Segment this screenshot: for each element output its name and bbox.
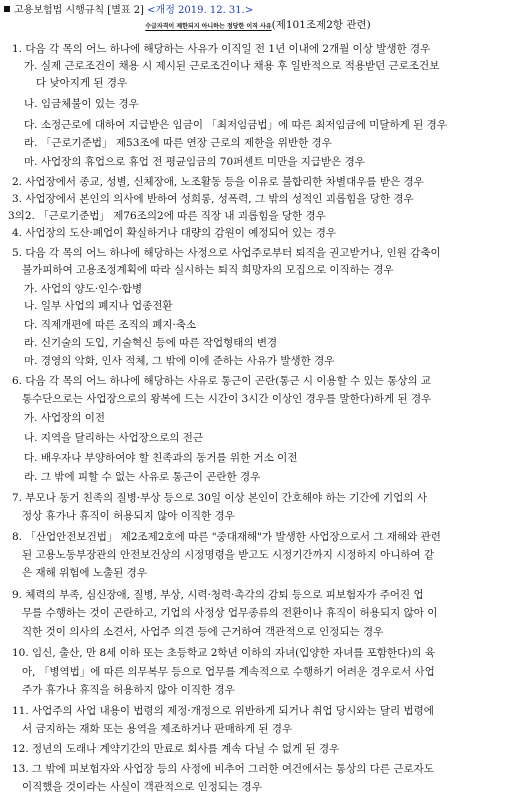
- text-line: 주가 휴가나 휴직을 허용하지 않아 이직한 경우: [22, 684, 235, 696]
- text-line: 가. 사업장의 이전: [24, 412, 106, 424]
- text-line: 13. 그 밖에 피보험자와 사업장 등의 사정에 비추어 그러한 여건에서는 통상의 다른 근로자도: [12, 763, 434, 775]
- text-line: 3의2. 「근로기준법」 제76조의2에 따른 직장 내 괴롭힘을 당한 경우: [8, 210, 326, 222]
- text-line: 서 금지하는 재화 또는 용역을 제조하거나 판매하게 된 경우: [22, 723, 293, 735]
- text-line: 된 고용노동부장관의 안전보건상의 시정명령을 받고도 시정기간까지 시정하지 아니하여 같: [22, 549, 435, 561]
- text-line: 통수단으로는 사업장으로의 왕복에 드는 시간이 3시간 이상인 경우를 말한다)하게 된 경우: [22, 393, 432, 405]
- text-line: 나. 일부 사업의 폐지나 업종전환: [24, 300, 173, 312]
- document-header: [4, 4, 253, 18]
- text-line: 직한 것이 의사의 소견서, 사업주 의견 등에 근거하여 객관적으로 인정되는 경우: [22, 626, 384, 638]
- text-line: 라. 신기술의 도입, 기술혁신 등에 따른 작업형태의 변경: [24, 337, 278, 349]
- text-line: 마. 사업장의 휴업으로 휴업 전 평균임금의 70퍼센트 미만을 지급받은 경우: [24, 156, 365, 168]
- text-line: 10. 임신, 출산, 만 8세 이하 또는 초등학교 2학년 이하의 자녀(입양한 자녀를 포함한다)의 육: [12, 647, 436, 659]
- text-line: 은 재해 위험에 노출된 경우: [22, 567, 147, 579]
- revision-date: <개정 2019. 12. 31.>: [147, 5, 254, 16]
- text-line: 12. 정년의 도래나 계약기간의 만료로 회사를 계속 다닐 수 없게 된 경우: [12, 743, 340, 755]
- text-line: 다. 소정근로에 대하여 지급받은 임금이 「최저임금법」에 따른 최저임금에 미달하게 된 경우: [24, 119, 447, 131]
- text-line: 4. 사업장의 도산·폐업이 확실하거나 대량의 감원이 예정되어 있는 경우: [12, 227, 337, 239]
- text-line: 3. 사업장에서 본인의 의사에 반하여 성희롱, 성폭력, 그 밖의 성적인 괴롭힘을 당한 경우: [12, 193, 414, 205]
- page-title: [0, 17, 516, 35]
- text-line: 무를 수행하는 것이 곤란하고, 기업의 사정상 업무종류의 전환이나 휴직이 허용되지 않아 이: [22, 607, 438, 619]
- text-line: 불가피하여 고용조정계획에 따라 실시하는 퇴직 희망자의 모집으로 이직하는 경우: [22, 264, 394, 276]
- text-line: 11. 사업주의 사업 내용이 법령의 제정·개정으로 위반하게 되거나 취업 당시와는 달리 법령에: [12, 705, 434, 717]
- text-line: 나. 지역을 달리하는 사업장으로의 전근: [24, 432, 203, 444]
- text-line: 정상 휴가나 휴직이 허용되지 않아 이직한 경우: [22, 510, 235, 522]
- text-line: 5. 다음 각 목의 어느 하나에 해당하는 사정으로 사업주로부터 퇴직을 권고받거나, 인원 감축이: [12, 247, 441, 259]
- square-bullet-icon: [4, 6, 10, 12]
- text-line: 가. 실제 근로조건이 채용 시 제시된 근로조건이나 채용 후 일반적으로 적용받던 근로조건보: [24, 60, 440, 72]
- text-line: 이직했을 것이라는 사실이 객관적으로 인정되는 경우: [22, 781, 262, 793]
- text-line: 다. 배우자나 부양하여야 할 친족과의 동거를 위한 거소 이전: [24, 452, 298, 464]
- text-line: 9. 체력의 부족, 심신장애, 질병, 부상, 시력·청력·촉각의 감퇴 등으로 피보험자가 주어진 업: [12, 589, 424, 601]
- text-line: 가. 사업의 양도·인수·합병: [24, 283, 143, 295]
- text-line: 다 낮아지게 된 경우: [36, 77, 128, 89]
- text-line: 아, 「병역법」에 따른 의무복무 등으로 업무를 계속적으로 수행하기 어려운 경우로서 사업: [22, 666, 435, 678]
- text-line: 8. 「산업안전보건법」 제2조제2호에 따른 "중대재해"가 발생한 사업장으로서 그 재해와 관련: [12, 531, 441, 543]
- text-line: 2. 사업장에서 종교, 성별, 신체장애, 노조활동 등을 이유로 불합리한 차별대우를 받은 경우: [12, 176, 424, 188]
- text-line: 나. 임금체불이 있는 경우: [24, 98, 139, 110]
- header-prefix: 고용보험법 시행규칙 [별표 2]: [14, 5, 144, 16]
- title-sub: (제101조제2항 관련): [271, 19, 371, 31]
- text-line: 1. 다음 각 목의 어느 하나에 해당하는 사유가 이직일 전 1년 이내에 2개월 이상 발생한 경우: [12, 43, 431, 55]
- text-line: 7. 부모나 동거 친족의 질병·부상 등으로 30일 이상 본인이 간호해야 하는 기간에 기업의 사: [12, 492, 427, 504]
- text-line: 6. 다음 각 목의 어느 하나에 해당하는 사유로 통근이 곤란(통근 시 이용할 수 있는 통상의 교: [12, 375, 432, 387]
- text-line: 마. 경영의 악화, 인사 적체, 그 밖에 이에 준하는 사유가 발생한 경우: [24, 355, 335, 367]
- title-main: 수급자격이 제한되지 아니하는 정당한 이직 사유: [145, 23, 272, 30]
- text-line: 다. 직제개편에 따른 조직의 폐지·축소: [24, 319, 197, 331]
- text-line: 라. 그 밖에 피할 수 없는 사유로 통근이 곤란한 경우: [24, 471, 261, 483]
- text-line: 라. 「근로기준법」 제53조에 따른 연장 근로의 제한을 위반한 경우: [24, 137, 332, 149]
